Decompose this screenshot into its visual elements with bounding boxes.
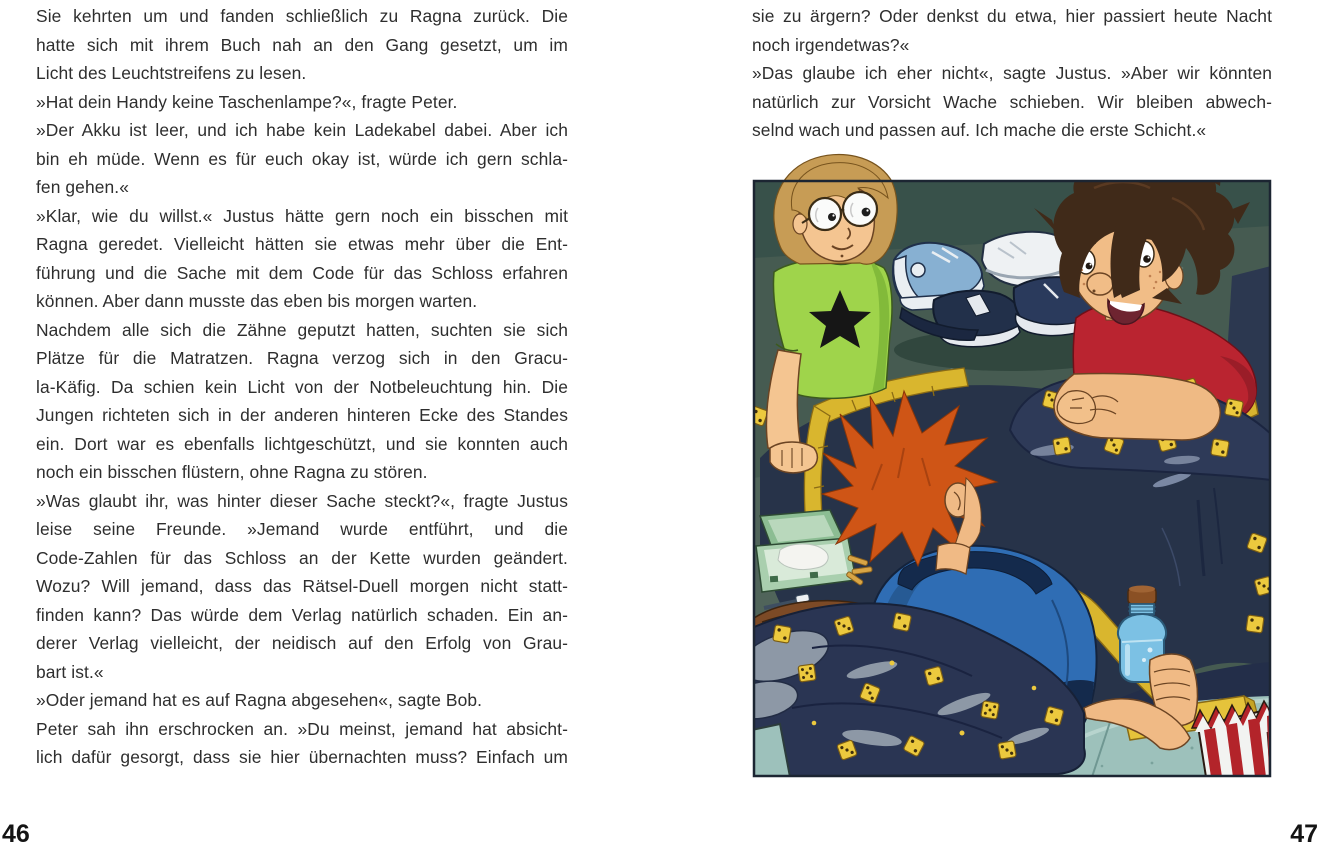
text-line: »Was glaubt ihr, was hinter dieser Sache steckt?«, fragte Justus	[36, 490, 568, 511]
text-line: Code-Zahlen für das Schloss an der Kette wurden geändert.	[36, 547, 568, 568]
glasses-left-lens	[809, 198, 841, 230]
page-number-right: 47	[1290, 820, 1318, 848]
boy-blond-head	[774, 154, 897, 264]
page-number-left: 46	[2, 820, 30, 848]
text-line: finden kann? Das würde dem Verlag natürlich schaden. Ein an-	[36, 604, 568, 625]
text-line: derer Verlag vielleicht, der neidisch auf den Erfolg von Grau-	[36, 633, 568, 653]
text-line: »Oder jemand hat es auf Ragna abgesehen«, sagte Bob.	[36, 690, 483, 710]
text-line: lich dafür gesorgt, dass sie hier übernachten muss? Einfach um	[36, 747, 568, 767]
text-line: Nachdem alle sich die Zähne geputzt hatten, suchten sie sich	[36, 319, 568, 340]
story-illustration	[752, 148, 1272, 779]
text-line: können. Aber dann musste das eben bis morgen warten.	[36, 291, 478, 311]
text-line: noch irgendetwas?«	[752, 34, 910, 55]
text-line: Ragna geredet. Vielleicht hätten sie etwas mehr über die Ent-	[36, 234, 568, 254]
text-line: führung und die Sache mit dem Code für das Schloss erfahren	[36, 262, 568, 283]
text-line: sie zu ärgern? Oder denkst du etwa, hier passiert heute Nacht	[752, 6, 1272, 26]
text-line: »Das glaube ich eher nicht«, sagte Justus. »Aber wir könnten	[752, 63, 1272, 83]
text-line: bin eh müde. Wenn es für euch okay ist, würde ich gern schla-	[36, 148, 568, 169]
text-line: la-Käfig. Da schien kein Licht von der Notbeleuchtung hin. Die	[36, 376, 568, 397]
glasses-right-lens	[843, 192, 877, 226]
text-line: noch ein bisschen flüstern, ohne Ragna zu stören.	[36, 462, 428, 482]
text-line: Plätze für die Matratzen. Ragna verzog sich in den Gracu-	[36, 348, 568, 368]
text-line: fen gehen.«	[36, 177, 129, 197]
text-line: selnd wach und passen auf. Ich mache die erste Schicht.«	[752, 120, 1207, 140]
neck	[936, 543, 970, 574]
text-line: Jungen richteten sich in der anderen hinteren Ecke des Standes	[36, 405, 568, 425]
text-line: ein. Dort war es ebenfalls lichtgeschützt, und sie konnten auch	[36, 433, 568, 454]
hand	[1057, 391, 1095, 424]
text-line: leise seine Freunde. »Jemand wurde entführt, und die	[36, 519, 568, 539]
text-line: »Klar, wie du willst.« Justus hätte gern noch ein bisschen mit	[36, 205, 568, 226]
hand	[770, 442, 817, 473]
text-line: Wozu? Will jemand, dass das Rätsel-Duell morgen nicht statt-	[36, 576, 568, 596]
tissue	[778, 544, 828, 570]
nose	[1087, 273, 1113, 295]
left-text-column	[36, 2, 568, 772]
text-line: »Der Akku ist leer, und ich habe kein Ladekabel dabei. Aber ich	[36, 120, 568, 140]
text-line: hatte sich mit ihrem Buch nah an den Gang gesetzt, um im	[36, 34, 568, 55]
text-line: Peter sah ihn erschrocken an. »Du meinst, jemand hat absicht-	[36, 718, 568, 739]
text-line: »Hat dein Handy keine Taschenlampe?«, fragte Peter.	[36, 91, 458, 112]
right-text-column	[752, 2, 1272, 145]
text-line: Sie kehrten um und fanden schließlich zu Ragna zurück. Die	[36, 6, 568, 26]
text-line: natürlich zur Vorsicht Wache schieben. Wir bleiben abwech-	[752, 91, 1272, 112]
text-line: bart ist.«	[36, 661, 104, 682]
text-line: Licht des Leuchtstreifens zu lesen.	[36, 63, 307, 83]
